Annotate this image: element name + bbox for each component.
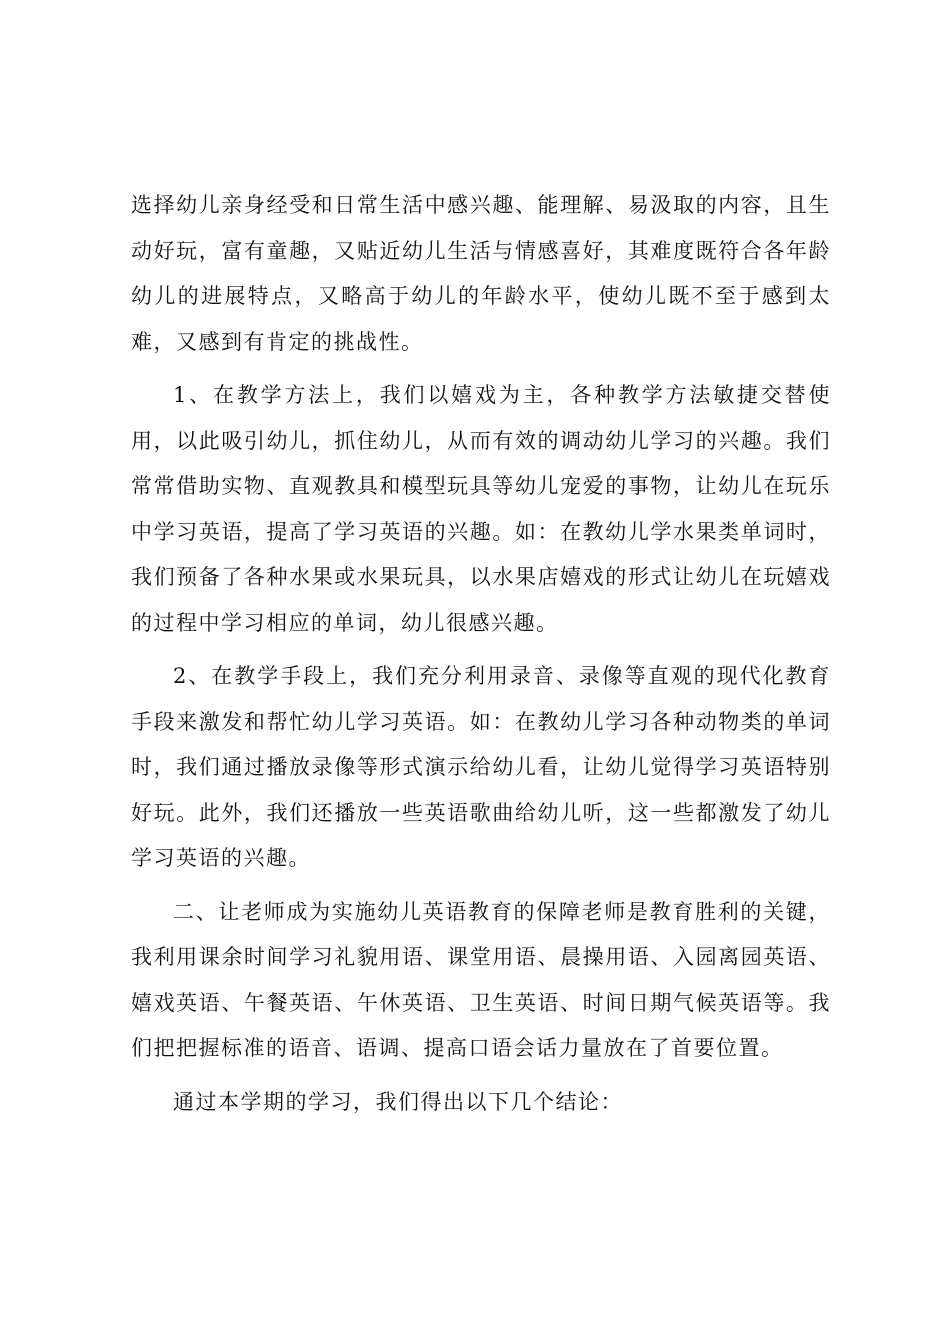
paragraph-conclusions-intro: 通过本学期的学习，我们得出以下几个结论： [173,1089,623,1114]
paragraph-teacher-role: 二、让老师成为实施幼儿英语教育的保障老师是教育胜利的关键，我利用课余时间学习礼貌用语、课堂用语、晨操用语、入园离园英语、嬉戏英语、午餐英语、午休英语、卫生英语、时间日期气候英语等。我们把把握标准的语音、语调、提高口语会话力量放在了首要位置。 [131,899,831,1060]
paragraph-teaching-methods: 1、在教学方法上，我们以嬉戏为主，各种教学方法敏捷交替使用，以此吸引幼儿，抓住幼儿，从而有效的调动幼儿学习的兴趣。我们常常借助实物、直观教具和模型玩具等幼儿宠爱的事物，让幼儿在玩乐中学习英语，提高了学习英语的兴趣。如：在教幼儿学水果类单词时，我们预备了各种水果或水果玩具，以水果店嬉戏的形式让幼儿在玩嬉戏的过程中学习相应的单词，幼儿很感兴趣。 [131,383,831,635]
paragraph-content-selection: 选择幼儿亲身经受和日常生活中感兴趣、能理解、易汲取的内容，且生动好玩，富有童趣，又贴近幼儿生活与情感喜好，其难度既符合各年龄幼儿的进展特点，又略高于幼儿的年龄水平，使幼儿既不至于感到太难，又感到有肯定的挑战性。 [131,193,831,354]
paragraph-teaching-means: 2、在教学手段上，我们充分利用录音、录像等直观的现代化教育手段来激发和帮忙幼儿学习英语。如：在教幼儿学习各种动物类的单词时，我们通过播放录像等形式演示给幼儿看，让幼儿觉得学习英语特别好玩。此外，我们还播放一些英语歌曲给幼儿听，这一些都激发了幼儿学习英语的兴趣。 [131,664,831,870]
document-body [131,183,831,1133]
